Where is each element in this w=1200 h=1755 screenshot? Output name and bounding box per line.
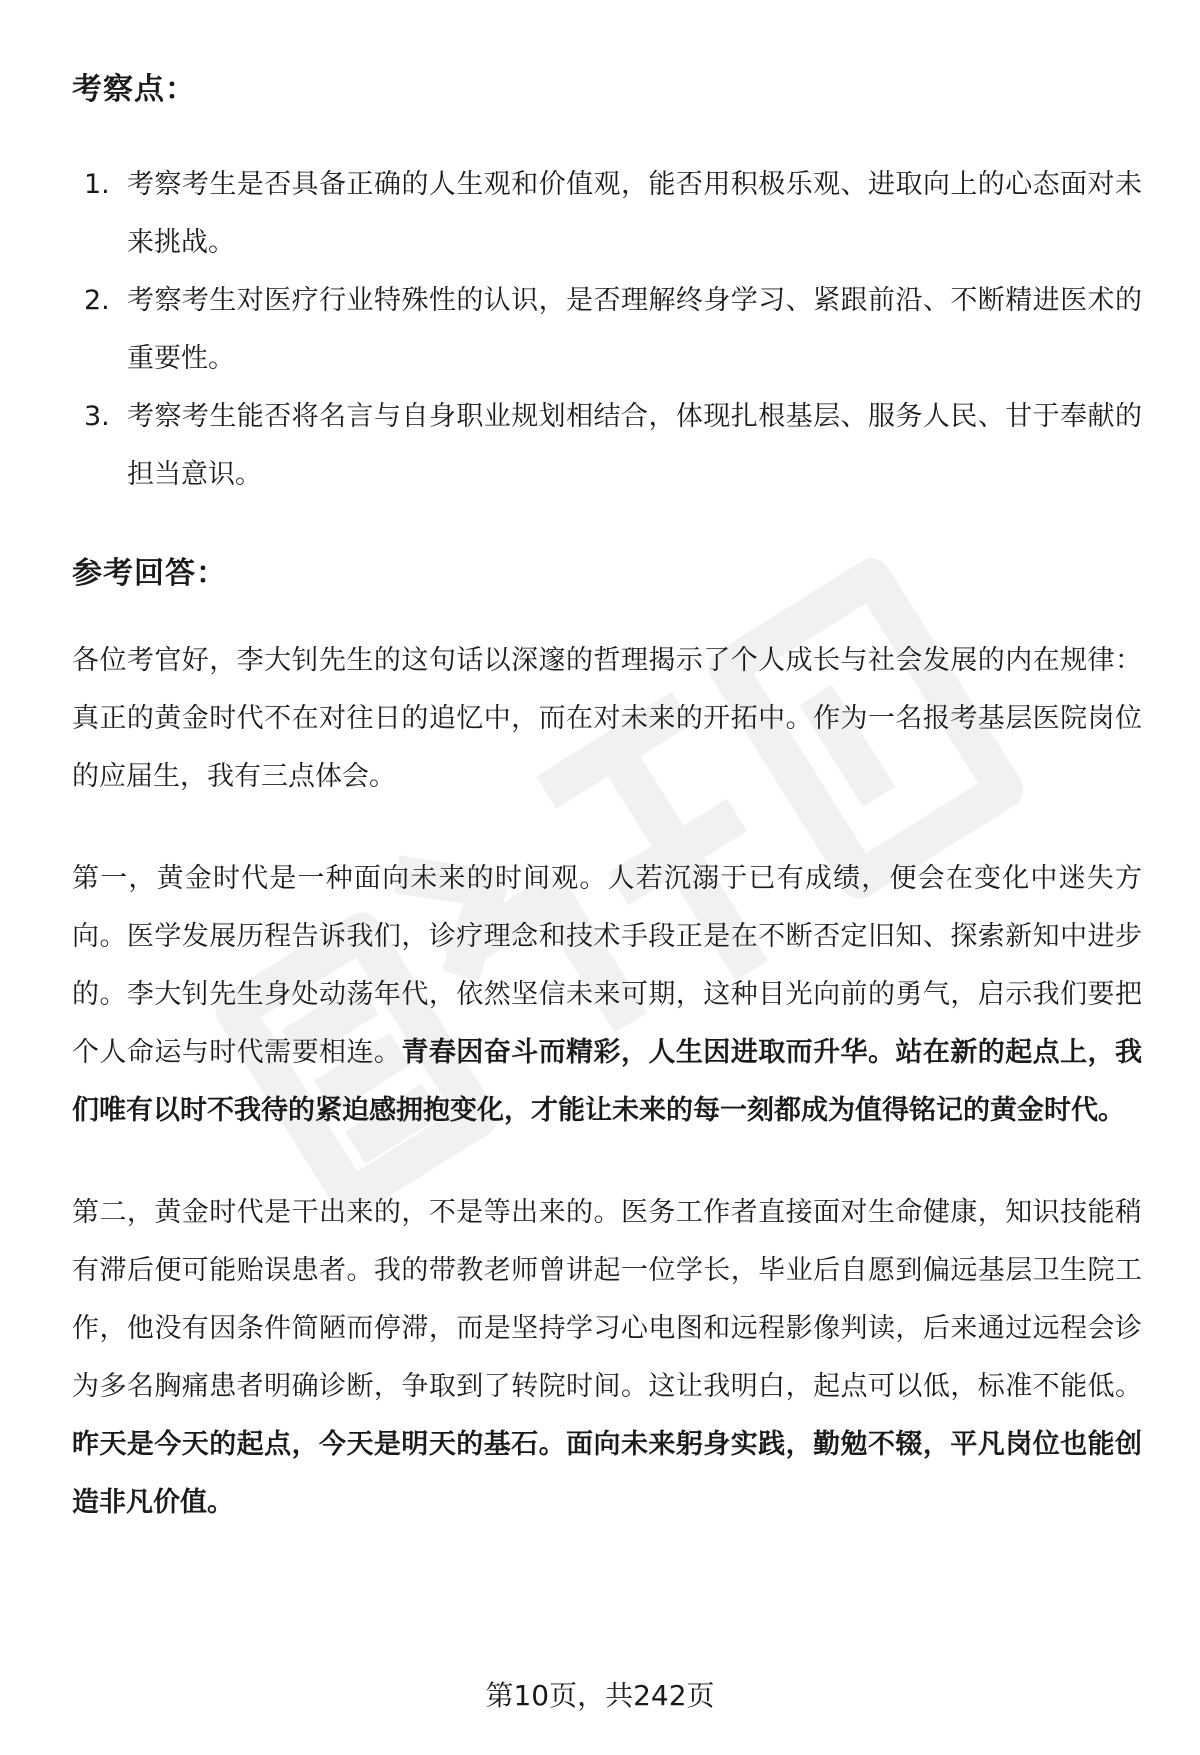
paragraph-emphasis: 昨天是今天的起点，今天是明天的基石。面向未来躬身实践，勤勉不辍，平凡岗位也能创造非凡价值。: [72, 1429, 1142, 1518]
answer-paragraph-1: [72, 850, 1142, 1140]
list-item: [72, 272, 1142, 388]
reference-answer-heading: 参考回答：: [72, 556, 227, 591]
list-item-number: 3.: [84, 401, 110, 432]
paragraph-emphasis: 青春因奋斗而精彩，人生因进取而升华。站在新的起点上，我们唯有以时不我待的紧迫感拥抱变化，才能让未来的每一刻都成为值得铭记的黄金时代。: [72, 1037, 1143, 1126]
answer-intro-paragraph: 各位考官好，李大钊先生的这句话以深邃的哲理揭示了个人成长与社会发展的内在规律：真正的黄金时代不在对往日的追忆中，而在对未来的开拓中。作为一名报考基层医院岗位的应届生，我有三点体会。: [72, 645, 1142, 792]
list-item-number: 1.: [84, 169, 110, 200]
list-item: [72, 156, 1142, 272]
exam-points-heading: 考察点：: [72, 72, 196, 107]
answer-paragraph-2: [72, 1184, 1142, 1532]
paragraph-text: 第二，黄金时代是干出来的，不是等出来的。医务工作者直接面对生命健康，知识技能稍有滞后便可能贻误患者。我的带教老师曾讲起一位学长，毕业后自愿到偏远基层卫生院工作，他没有因条件简陋而停滞，而是坚持学习心电图和远程影像判读，后来通过远程会诊为多名胸痛患者明确诊断，争取到了转院时间。这让我明白，起点可以低，标准不能低。: [72, 1197, 1142, 1402]
list-item-text: 考察考生是否具备正确的人生观和价值观，能否用积极乐观、进取向上的心态面对未来挑战。: [127, 169, 1142, 258]
list-item-number: 2.: [84, 285, 110, 316]
document-page: [72, 70, 1142, 1532]
paragraph-text: 第一，黄金时代是一种面向未来的时间观。人若沉溺于已有成绩，便会在变化中迷失方向。医学发展历程告诉我们，诊疗理念和技术手段正是在不断否定旧知、探索新知中进步的。李大钊先生身处动荡年代，依然坚信未来可期，这种目光向前的勇气，启示我们要把个人命运与时代需要相连。: [72, 863, 1142, 1068]
list-item: [72, 388, 1142, 504]
list-item-text: 考察考生能否将名言与自身职业规划相结合，体现扎根基层、服务人民、甘于奉献的担当意识。: [127, 401, 1142, 490]
page-number-footer: 第10页，共242页: [485, 1679, 715, 1712]
exam-points-list: [72, 156, 1142, 504]
list-item-text: 考察考生对医疗行业特殊性的认识，是否理解终身学习、紧跟前沿、不断精进医术的重要性。: [127, 285, 1142, 374]
